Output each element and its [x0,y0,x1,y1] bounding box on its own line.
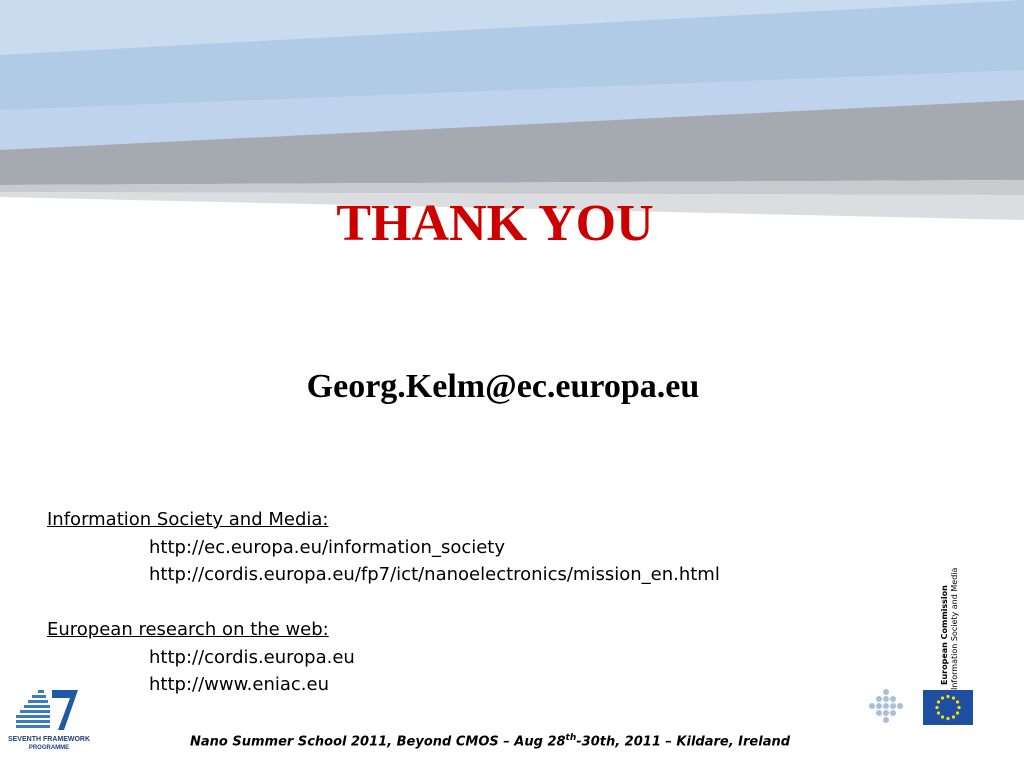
footer-caption: Nano Summer School 2011, Beyond CMOS – Aug 28th-30th, 2011 – Kildare, Ireland [190,733,791,750]
eu-star [946,695,949,698]
slide-title: THANK YOU [336,195,654,252]
link-eniac[interactable]: http://www.eniac.eu [149,674,329,695]
section-heading-european-research: European research on the web: [47,619,329,640]
links-section [47,506,720,699]
ec-logo-text [940,555,960,690]
eu-star [957,706,960,709]
eu-star [952,715,955,718]
eu-star [935,706,938,709]
link-cordis[interactable]: http://cordis.europa.eu [149,646,355,668]
fp7-label-line2: PROGRAMME [28,745,70,751]
eu-star [946,717,949,720]
section-heading-information-society: Information Society and Media: [47,509,329,530]
eu-star [952,696,955,699]
link-information-society[interactable]: http://ec.europa.eu/information_society [149,536,506,558]
link-nanoelectronics-mission[interactable]: http://cordis.europa.eu/fp7/ict/nanoelectronics/mission_en.html [149,564,720,585]
eu-star [956,711,959,714]
fp7-label-line1: SEVENTH FRAMEWORK [8,736,90,743]
contact-email[interactable]: Georg.Kelm@ec.europa.eu [306,368,700,405]
eu-star [937,700,940,703]
fp7-logo [8,684,90,752]
eu-flag-icon [923,690,973,725]
eu-star [941,696,944,699]
eu-star [941,715,944,718]
eu-star [937,711,940,714]
ec-label-line2: Information Society and Media [950,567,959,690]
dotted-emblem-icon [868,688,904,724]
ec-label-line1: European Commission [940,585,949,685]
eu-star [956,700,959,703]
